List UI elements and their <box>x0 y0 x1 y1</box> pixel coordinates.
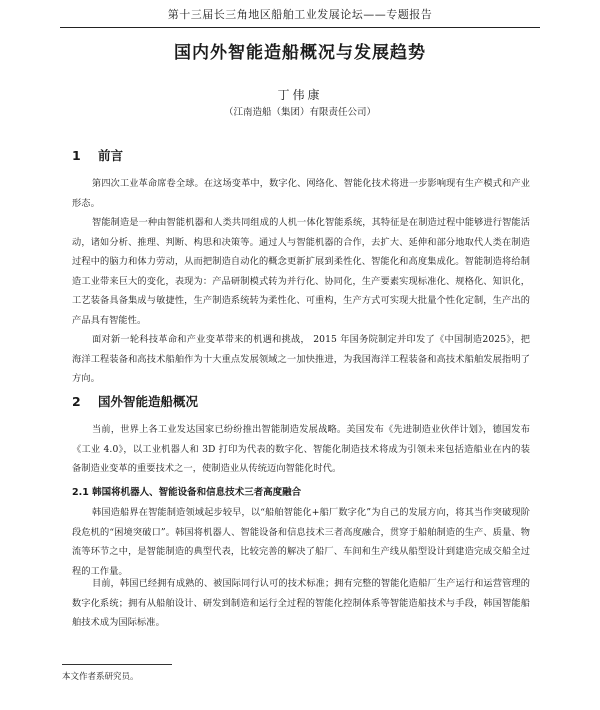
paragraph: 目前，韩国已经拥有成熟的、被国际同行认可的技术标准；拥有完整的智能化造船厂生产运行和运营管理的数字化系统；拥有从船舶设计、研发到制造和运行全过程的智能化控制体系等智能造船技术与手段，韩国智能船舶技术成为国际标准。 <box>72 578 530 628</box>
section-title: 前言 <box>98 148 124 163</box>
paragraph: 当前，世界上各工业发达国家已纷纷推出智能制造发展战略。美国发布《先进制造业伙伴计划》，德国发布《工业 4.0》，以工业机器人和 3D 打印为代表的数字化、智能化制造技术将成为引领未来包括造船业在内的装备制造业变革的重要技术之一，使制造业从传统迈向智能化时代。 <box>72 424 530 474</box>
subsection-heading-2-1: 2.1 韩国将机器人、智能设备和信息技术三者高度融合 <box>72 487 302 498</box>
paragraph: 韩国造船界在智能制造领域起步较早，以“船舶智能化+船厂数字化”为自己的发展方向，将其当作突破现阶段危机的“困境突破口”。韩国将机器人、智能设备和信息技术三者高度融合，贯穿于船舶制造的生产、质量、物流等环节之中，是智能制造的典型代表，比较完善的解决了船厂、车间和生产线从船型设计到建造完成交船全过程的工作量。 <box>72 507 530 577</box>
footnote-divider <box>62 664 172 665</box>
section-heading-2 <box>72 392 198 410</box>
author-affiliation: （江南造船（集团）有限责任公司） <box>223 107 376 118</box>
paper-title: 国内外智能造船概况与发展趋势 <box>174 43 426 63</box>
section-title: 国外智能造船概况 <box>98 394 199 409</box>
section-number: 2 <box>72 394 81 409</box>
footnote: 本文作者系研究员。 <box>62 672 139 682</box>
author-name: 丁伟康 <box>277 88 323 102</box>
running-header: 第十三届长三角地区船舶工业发展论坛——专题报告 <box>60 6 540 28</box>
paragraph: 面对新一轮科技革命和产业变革带来的机遇和挑战， 2015 年国务院制定并印发了《中国制造2025》，把海洋工程装备和高技术船舶作为十大重点发展领域之一加快推进，为我国海洋工程装备和高技术船舶发展指明了方向。 <box>72 334 530 384</box>
paragraph: 智能制造是一种由智能机器和人类共同组成的人机一体化智能系统，其特征是在制造过程中能够进行智能活动，诸如分析、推理、判断、构思和决策等。通过人与智能机器的合作，去扩大、延伸和部分地取代人类在制造过程中的脑力和体力劳动，从而把制造自动化的概念更新扩展到柔性化、智能化和高度集成化。智能制造将给制造工业带来巨大的变化，表现为：产品研制模式转为并行化、协同化，生产要素实现标准化、规格化、知识化，工艺装备具备集成与敏捷性，生产制造系统转为柔性化、可重构，生产方式可实现大批量个性化定制，生产出的产品具有智能性。 <box>72 217 530 326</box>
section-heading-1 <box>72 146 123 164</box>
paragraph: 第四次工业革命席卷全球。在这场变革中，数字化、网络化、智能化技术将进一步影响现有生产模式和产业形态。 <box>72 178 530 209</box>
section-number: 1 <box>72 148 81 163</box>
